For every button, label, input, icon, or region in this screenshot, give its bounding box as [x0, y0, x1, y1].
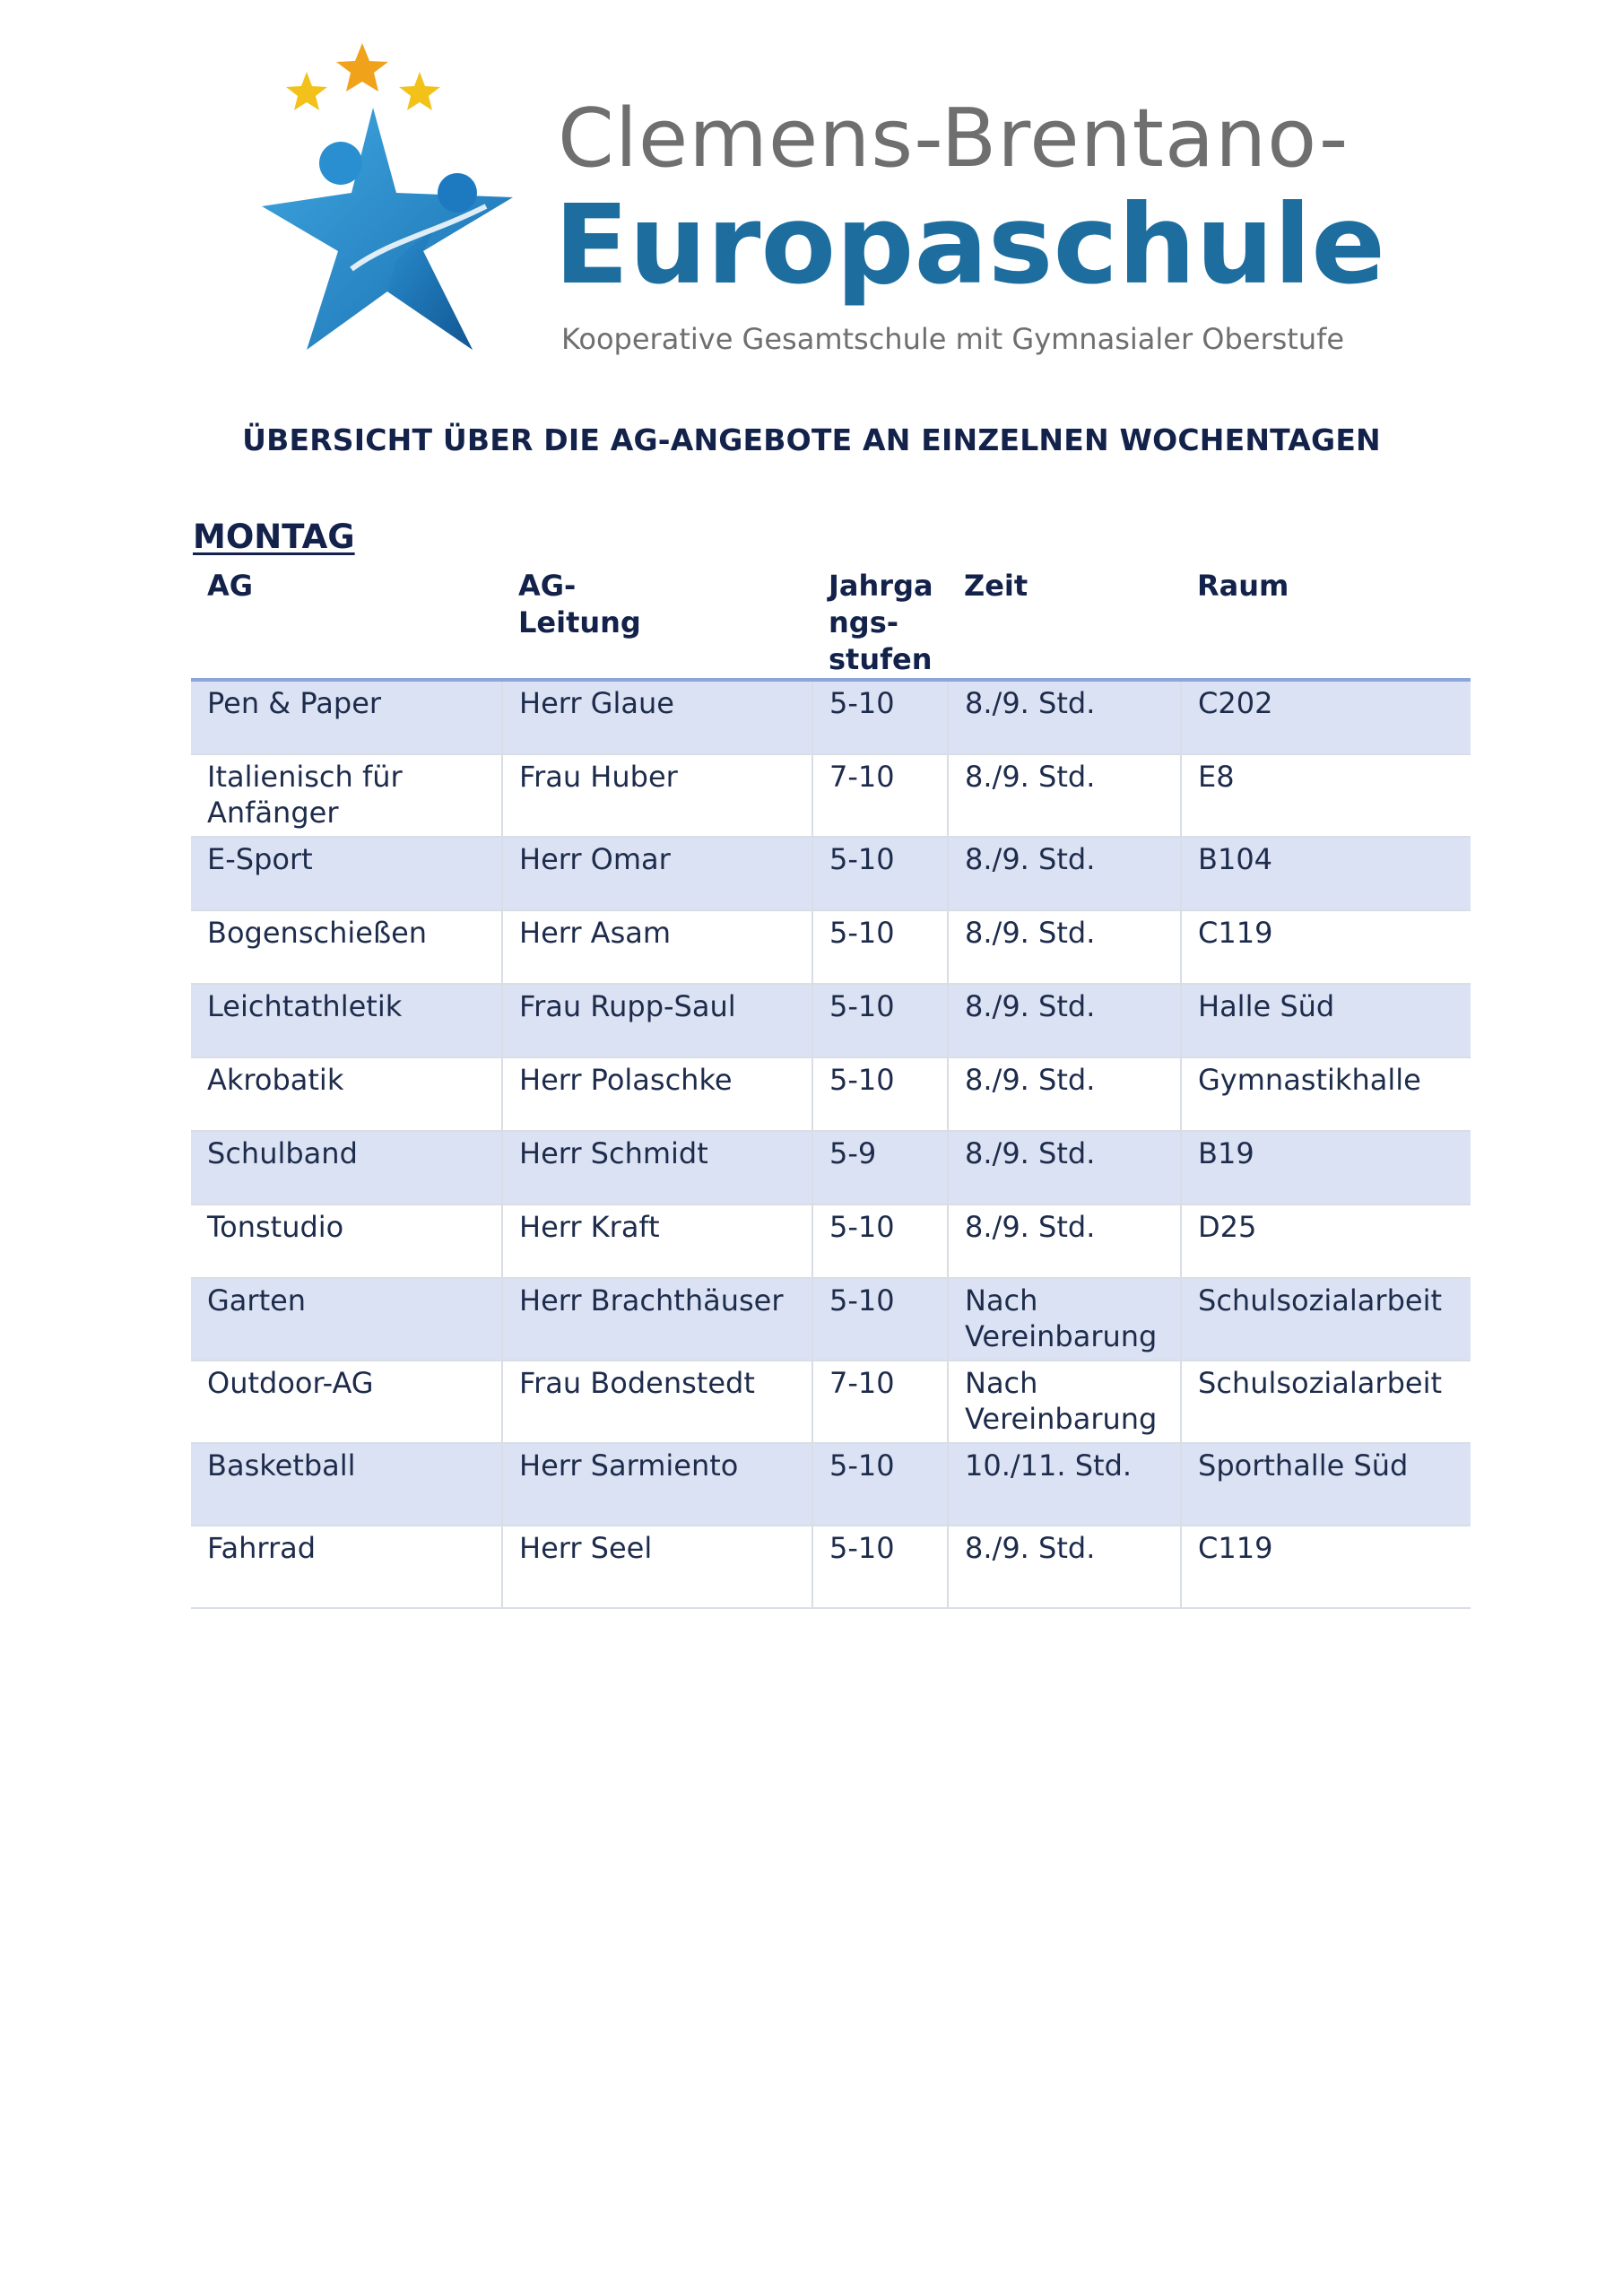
cell-jahrgangsstufen: 5-9 [812, 1131, 948, 1205]
cell-raum: C119 [1181, 910, 1471, 984]
cell-ag: Basketball [191, 1443, 502, 1526]
table-row [191, 984, 1471, 1057]
gold-star-icon [336, 43, 388, 91]
cell-zeit: 8./9. Std. [948, 754, 1181, 837]
cell-ag: Outdoor-AG [191, 1361, 502, 1443]
cell-ag: Schulband [191, 1131, 502, 1205]
cell-jahrgangsstufen: 5-10 [812, 984, 948, 1057]
cell-leitung: Frau Bodenstedt [502, 1361, 812, 1443]
cell-ag: E-Sport [191, 837, 502, 910]
table-row [191, 680, 1471, 754]
cell-zeit: 8./9. Std. [948, 1205, 1181, 1278]
column-header-leitung: AG- Leitung [502, 565, 812, 680]
cell-jahrgangsstufen: 5-10 [812, 910, 948, 984]
table-row [191, 1278, 1471, 1361]
cell-zeit: 8./9. Std. [948, 984, 1181, 1057]
cell-raum: Halle Süd [1181, 984, 1471, 1057]
cell-raum: Schulsozialarbeit [1181, 1361, 1471, 1443]
cell-leitung: Herr Glaue [502, 680, 812, 754]
table-row [191, 1526, 1471, 1608]
cell-leitung: Frau Huber [502, 754, 812, 837]
cell-raum: C119 [1181, 1526, 1471, 1608]
table-row [191, 1361, 1471, 1443]
logo-tagline: Kooperative Gesamtschule mit Gymnasialer Oberstufe [561, 322, 1345, 356]
cell-zeit: 8./9. Std. [948, 910, 1181, 984]
gold-star-icon [399, 72, 440, 110]
cell-ag: Pen & Paper [191, 680, 502, 754]
cell-zeit: 8./9. Std. [948, 1526, 1181, 1608]
cell-leitung: Herr Polaschke [502, 1057, 812, 1131]
cell-leitung: Herr Kraft [502, 1205, 812, 1278]
cell-ag: Leichtathletik [191, 984, 502, 1057]
cell-jahrgangsstufen: 5-10 [812, 837, 948, 910]
column-header-zeit: Zeit [948, 565, 1181, 680]
cell-ag: Akrobatik [191, 1057, 502, 1131]
cell-jahrgangsstufen: 5-10 [812, 1526, 948, 1608]
cell-ag: Fahrrad [191, 1526, 502, 1608]
cell-zeit: 8./9. Std. [948, 680, 1181, 754]
star-figures-icon [253, 36, 549, 377]
cell-zeit: 8./9. Std. [948, 837, 1181, 910]
cell-jahrgangsstufen: 5-10 [812, 1057, 948, 1131]
logo-school-name-line2: Europaschule [554, 181, 1386, 309]
cell-ag: Garten [191, 1278, 502, 1361]
table-row [191, 910, 1471, 984]
school-logo [253, 36, 1386, 377]
cell-ag: Tonstudio [191, 1205, 502, 1278]
cell-jahrgangsstufen: 7-10 [812, 754, 948, 837]
table-row [191, 1057, 1471, 1131]
cell-jahrgangsstufen: 5-10 [812, 1443, 948, 1526]
cell-zeit: Nach Vereinbarung [948, 1278, 1181, 1361]
ag-table [191, 565, 1471, 1609]
table-row [191, 837, 1471, 910]
cell-zeit: 8./9. Std. [948, 1131, 1181, 1205]
cell-raum: B104 [1181, 837, 1471, 910]
cell-leitung: Herr Brachthäuser [502, 1278, 812, 1361]
cell-raum: Schulsozialarbeit [1181, 1278, 1471, 1361]
table-row [191, 754, 1471, 837]
cell-leitung: Herr Seel [502, 1526, 812, 1608]
column-header-jahrgangsstufen: Jahrga ngs- stufen [812, 565, 948, 680]
document-title: ÜBERSICHT ÜBER DIE AG-ANGEBOTE AN EINZELNEN WOCHENTAGEN [242, 422, 1381, 457]
cell-raum: C202 [1181, 680, 1471, 754]
cell-ag: Bogenschießen [191, 910, 502, 984]
cell-leitung: Herr Asam [502, 910, 812, 984]
cell-jahrgangsstufen: 5-10 [812, 680, 948, 754]
cell-zeit: Nach Vereinbarung [948, 1361, 1181, 1443]
cell-leitung: Herr Sarmiento [502, 1443, 812, 1526]
cell-leitung: Herr Schmidt [502, 1131, 812, 1205]
cell-raum: E8 [1181, 754, 1471, 837]
table-body [191, 680, 1471, 1608]
cell-jahrgangsstufen: 5-10 [812, 1278, 948, 1361]
table-row [191, 1443, 1471, 1526]
cell-jahrgangsstufen: 5-10 [812, 1205, 948, 1278]
cell-raum: Sporthalle Süd [1181, 1443, 1471, 1526]
column-header-raum: Raum [1181, 565, 1471, 680]
day-heading: MONTAG [193, 517, 355, 556]
cell-ag: Italienisch für Anfänger [191, 754, 502, 837]
logo-school-name-line1: Clemens-Brentano- [558, 91, 1350, 186]
column-header-ag: AG [191, 565, 502, 680]
cell-zeit: 10./11. Std. [948, 1443, 1181, 1526]
cell-raum: Gymnastikhalle [1181, 1057, 1471, 1131]
cell-raum: B19 [1181, 1131, 1471, 1205]
cell-zeit: 8./9. Std. [948, 1057, 1181, 1131]
table-row [191, 1205, 1471, 1278]
table-header-row [191, 565, 1471, 680]
table-row [191, 1131, 1471, 1205]
cell-leitung: Frau Rupp-Saul [502, 984, 812, 1057]
cell-leitung: Herr Omar [502, 837, 812, 910]
cell-raum: D25 [1181, 1205, 1471, 1278]
cell-jahrgangsstufen: 7-10 [812, 1361, 948, 1443]
gold-star-icon [286, 72, 327, 110]
